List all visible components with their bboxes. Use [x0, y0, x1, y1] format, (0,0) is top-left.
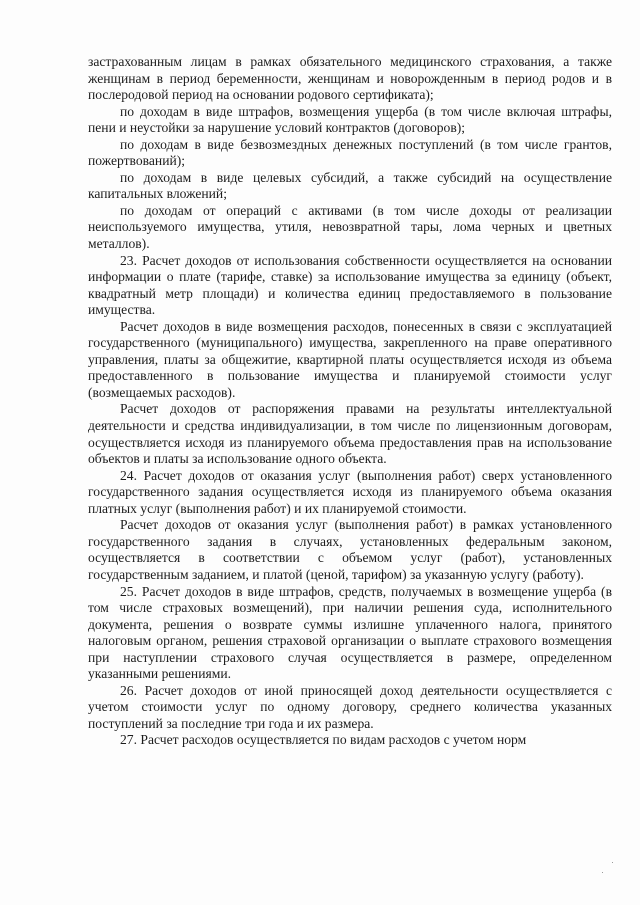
paragraph-clause-27: 27. Расчет расходов осуществляется по видам расходов с учетом норм: [120, 732, 527, 748]
paragraph-clause-24: 24. Расчет доходов от оказания услуг (выполнения работ) сверх установленного государственного задания осуществляется исходя из планируемого объема оказания платных услуг (выполнения работ) и их планируемой стоимости.: [88, 467, 612, 516]
paragraph-clause-26: 26. Расчет доходов от иной приносящей доход деятельности осуществляется с учетом стоимости услуг по одному договору, среднего количества указанных поступлений за последние три года и их размера.: [88, 682, 612, 731]
paragraph-expense-reimbursement: Расчет доходов в виде возмещения расходов, понесенных в связи с эксплуатацией государственного (муниципального) имущества, закрепленного на праве оперативного управления, платы за общежитие, квартирной платы осуществляется исходя из объема предоставленного в пользование имущества и планируемой стоимости услуг (возмещаемых расходов).: [88, 318, 612, 400]
paragraph-state-assignment: Расчет доходов от оказания услуг (выполнения работ) в рамках установленного государственного задания в случаях, установленных федеральным законом, осуществляется в соответствии с объемом услуг (работ), установленных государственным заданием, и платой (ценой, тарифом) за указанную услугу (работу).: [88, 517, 612, 582]
scan-speck: [612, 862, 613, 863]
paragraph-continuation: застрахованным лицам в рамках обязательного медицинского страхования, а также женщинам в период беременности, женщинам и новорожденным в период родов и в послеродовой период на основании родового сертификата);: [88, 54, 612, 103]
paragraph-target-subsidies: по доходам в виде целевых субсидий, а также субсидий на осуществление капитальных вложений;: [88, 169, 612, 202]
paragraph-clause-25: 25. Расчет доходов в виде штрафов, средств, получаемых в возмещение ущерба (в том числе страховых возмещений), при наличии решения суда, исполнительного документа, решения о возврате суммы излишне уплаченного налога, принятого налоговым органом, решения страховой организации о выплате страхового возмещения при наступлении страхового случая осуществляется в размере, определенном указанными решениями.: [88, 583, 612, 682]
scan-speck: [602, 872, 603, 873]
paragraph-clause-23: 23. Расчет доходов от использования собственности осуществляется на основании информации о плате (тарифе, ставке) за использование имущества за единицу (объект, квадратный метр площади) и количества единиц предоставляемого в пользование имущества.: [88, 252, 612, 318]
paragraph-gratuitous-income: по доходам в виде безвозмездных денежных поступлений (в том числе грантов, пожертвований);: [88, 136, 612, 169]
paragraph-fines-income: по доходам в виде штрафов, возмещения ущерба (в том числе включая штрафы, пени и неустойки за нарушение условий контрактов (договоров);: [88, 103, 612, 136]
paragraph-intellectual-property: Расчет доходов от распоряжения правами на результаты интеллектуальной деятельности и средства индивидуализации, в том числе по лицензионным договорам, осуществляется исходя из планируемого объема предоставления прав на использование объектов и платы за использование одного объекта.: [88, 401, 612, 467]
document-body: [88, 54, 612, 749]
paragraph-asset-operations: по доходам от операций с активами (в том числе доходы от реализации неиспользуемого имущества, утиля, невозвратной тары, лома черных и цветных металлов).: [88, 202, 612, 252]
